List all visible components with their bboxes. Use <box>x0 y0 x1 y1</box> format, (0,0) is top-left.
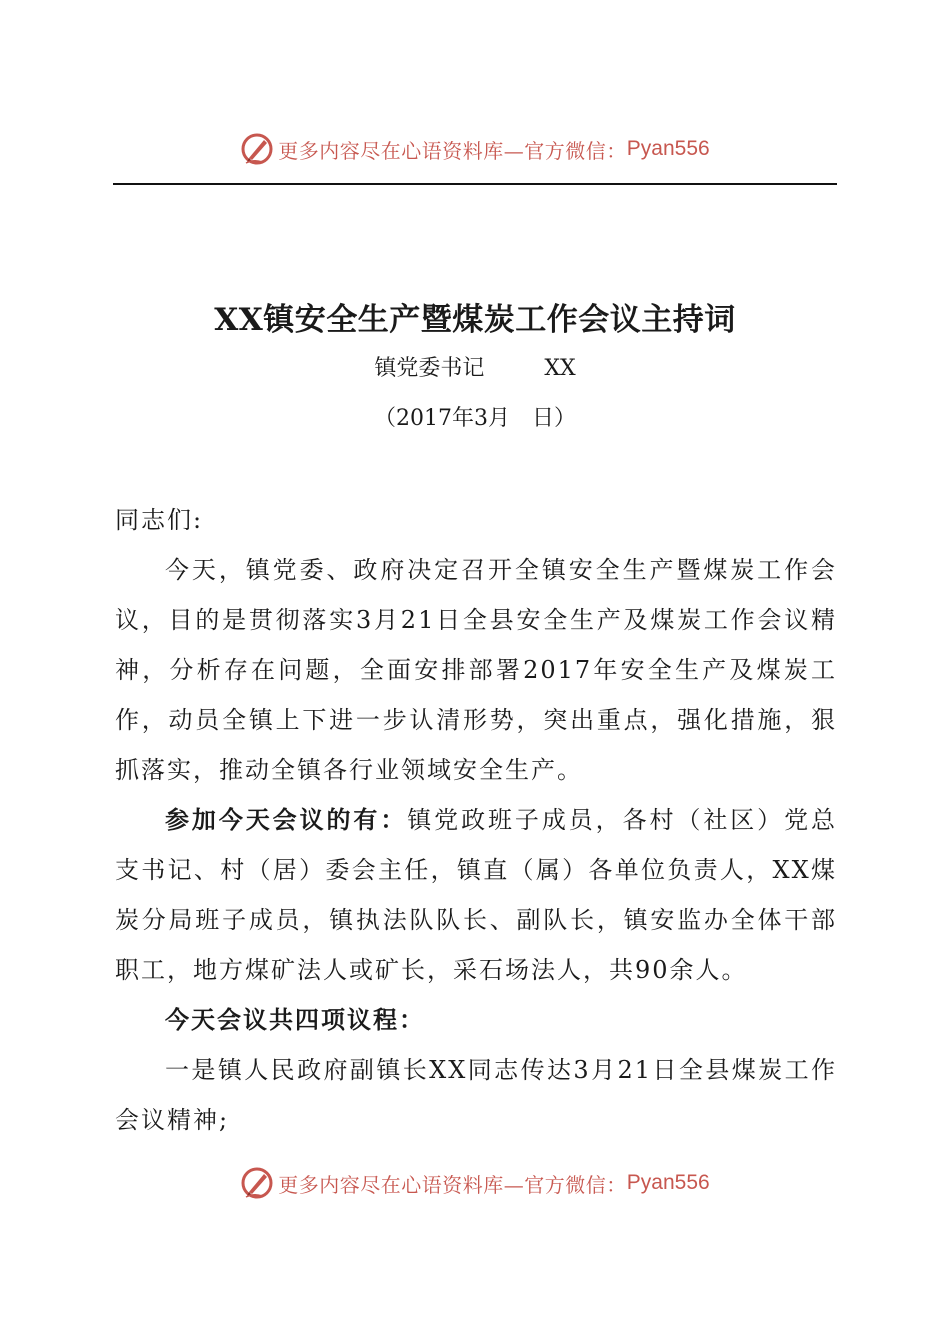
author-role: 镇党委书记 <box>374 356 485 381</box>
attendees-text: 镇党政班子成员，各村（社区）党总支书记、村（居）委会主任，镇直（属）各单位负责人，XX煤炭分局班子成员，镇执法队队长、副队长，镇安监办全体干部职工，地方煤矿法人或矿长，采石场法人，共90余人。 <box>115 806 837 984</box>
banner-text: 更多内容尽在心语资料库—官方微信： <box>278 1172 627 1197</box>
wechat-id: Pyan556 <box>626 137 710 160</box>
attendees-label: 参加今天会议的有： <box>165 805 408 834</box>
attendees-paragraph <box>115 795 837 995</box>
document-body <box>115 495 837 1145</box>
author-name: XX <box>544 356 576 381</box>
banner-text: 更多内容尽在心语资料库—官方微信： <box>278 138 627 163</box>
agenda-item-1: 一是镇人民政府副镇长XX同志传达3月21日全县煤炭工作会议精神; <box>115 1056 837 1134</box>
wechat-id: Pyan556 <box>626 1171 710 1194</box>
opening-paragraph: 今天，镇党委、政府决定召开全镇安全生产暨煤炭工作会议，目的是贯彻落实3月21日全县安全生产及煤炭工作会议精神，分析存在问题，全面安排部署2017年安全生产及煤炭工作，动员全镇上下进一步认清形势，突出重点，强化措施，狠抓落实，推动全镇各行业领域安全生产。 <box>115 556 837 784</box>
document-title: XX镇安全生产暨煤炭工作会议主持词 <box>214 302 736 338</box>
header-divider <box>113 183 837 185</box>
document-date: （2017年3月 日） <box>374 406 576 431</box>
agenda-heading-text: 今天会议共四项议程： <box>165 1005 425 1034</box>
quill-pen-logo-icon <box>240 132 274 166</box>
header-banner <box>0 129 950 169</box>
agenda-heading <box>115 995 837 1045</box>
quill-pen-logo-icon <box>240 1166 274 1200</box>
byline <box>0 351 950 382</box>
footer-banner <box>0 1163 950 1203</box>
salutation: 同志们: <box>115 506 204 534</box>
